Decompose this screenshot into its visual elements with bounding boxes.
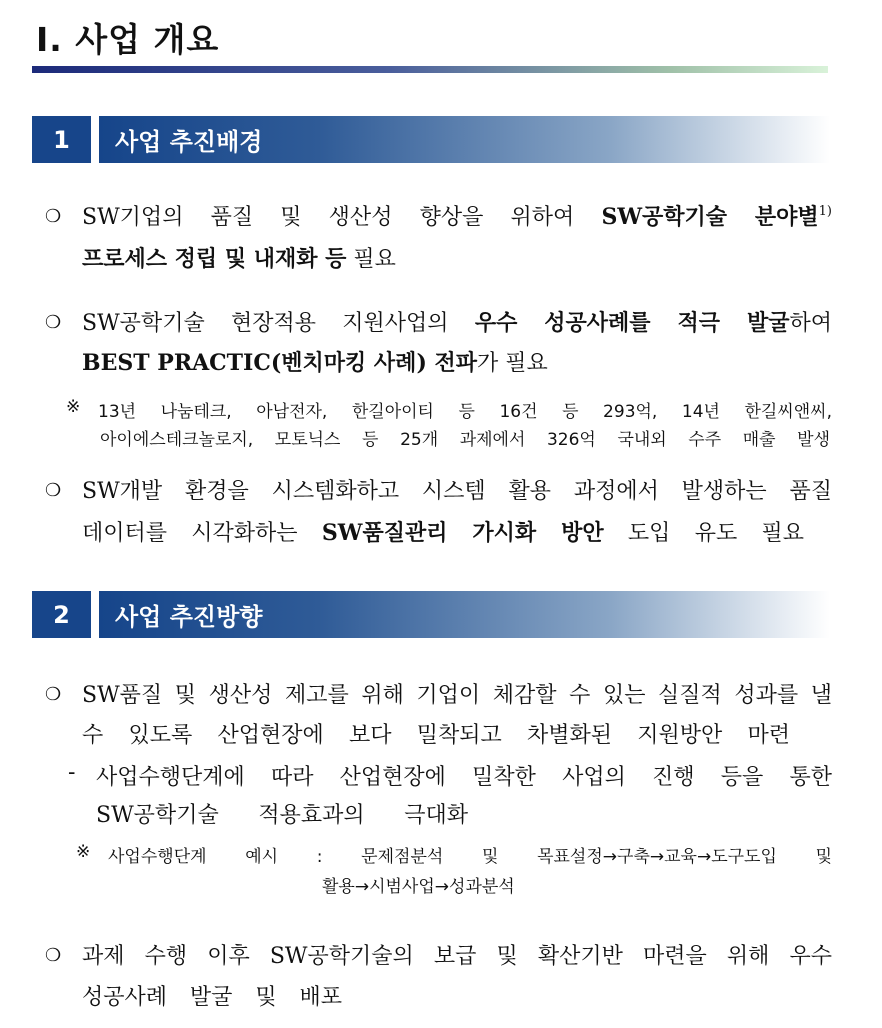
note-line-2: 아이에스테크놀로지, 모토닉스 등 25개 과제에서 326억 국내외 수주 매출 발생 [100,430,830,450]
section-1-number: 1 [32,116,91,163]
bold-text-run: 우수 성공사례를 적극 발굴 [474,310,790,336]
bullet-circle-icon: ❍ [45,312,62,333]
bullet-5-line-2: 성공사례 발굴 및 배포 [82,985,342,1010]
note-line-1: 13년 나눔테크, 아남전자, 한길아이티 등 16건 등 293억, 14년 한길씨앤씨, [98,402,832,422]
text-run: 가 필요 [477,351,548,376]
bold-text-run: 프로세스 정립 및 내재화 등 [82,246,347,272]
bullet-3-line-1: SW개발 환경을 시스템화하고 시스템 활용 과정에서 발생하는 품질 [82,479,832,504]
text-run: SW공학기술 현장적용 지원사업의 [82,311,475,336]
page-title: Ⅰ. 사업 개요 [36,20,220,59]
text-run: 필요 [346,247,396,272]
bullet-circle-icon: ❍ [45,684,62,705]
bullet-3-line-2 [82,516,804,547]
dash-line-2: SW공학기술 적용효과의 극대화 [96,803,468,828]
dash-mark: - [68,760,76,785]
note-line-2: 활용→시범사업→성과분석 [322,877,515,897]
section-2-number: 2 [32,591,91,638]
bullet-1-line-1 [82,200,832,231]
text-run: 하여 [789,311,832,336]
section-2-heading: 사업 추진방향 [99,591,830,638]
bullet-4-line-1: SW품질 및 생산성 제고를 위해 기업이 체감할 수 있는 실질적 성과를 낼 [82,683,832,708]
bullet-circle-icon: ❍ [45,945,62,966]
dash-line-1: 사업수행단계에 따라 산업현장에 밀착한 사업의 진행 등을 통한 [96,765,832,790]
note-line-1: 사업수행단계 예시 : 문제점분석 및 목표설정→구축→교육→도구도입 및 [108,847,832,867]
bold-text-run: SW품질관리 가시화 방안 [321,520,604,546]
bullet-circle-icon: ❍ [45,206,62,227]
bullet-1-line-2 [82,242,396,273]
title-underline [32,66,828,73]
text-run: 데이터를 시각화하는 [82,521,322,546]
note-mark: ※ [66,397,81,417]
section-1-heading: 사업 추진배경 [99,116,830,163]
bold-text-run: BEST PRACTIC(벤치마킹 사례) 전파 [82,350,478,376]
bullet-5-line-1: 과제 수행 이후 SW공학기술의 보급 및 확산기반 마련을 위해 우수 [82,944,832,969]
text-run: SW기업의 품질 및 생산성 향상을 위하여 [82,205,602,230]
footnote-marker: 1) [818,204,832,219]
bullet-2-line-1 [82,306,832,337]
note-mark: ※ [76,842,91,862]
bullet-2-line-2 [82,346,548,377]
bold-text-run: SW공학기술 분야별 [601,204,819,230]
bullet-circle-icon: ❍ [45,480,62,501]
bullet-4-line-2: 수 있도록 산업현장에 보다 밀착되고 차별화된 지원방안 마련 [82,723,790,748]
text-run: 도입 유도 필요 [603,521,804,546]
